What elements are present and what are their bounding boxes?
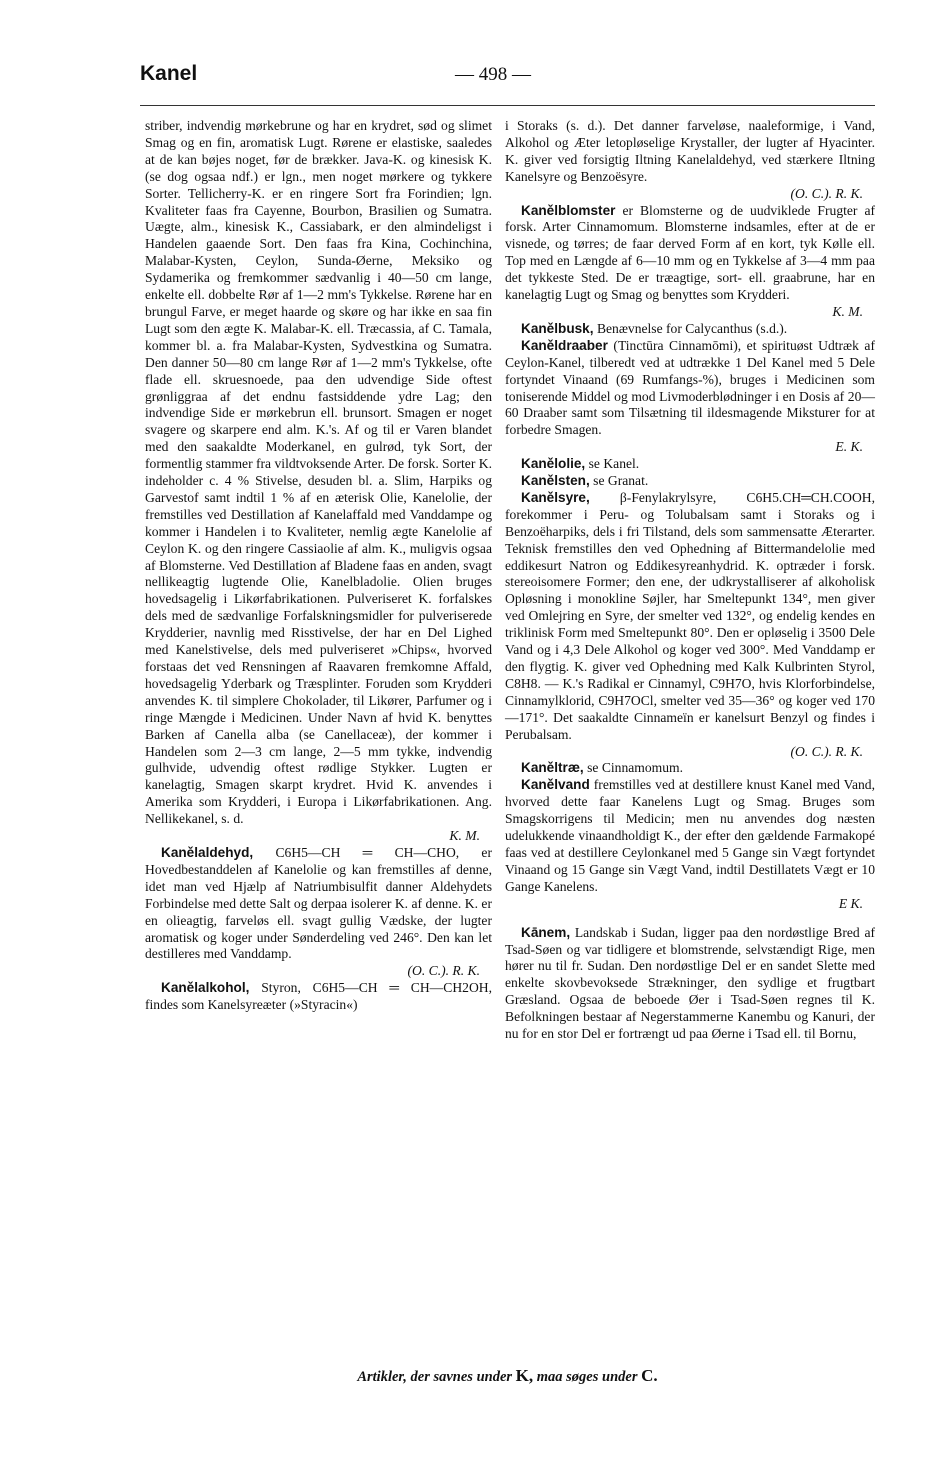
entry-kanelbusk <box>505 321 875 338</box>
right-column <box>505 118 875 1043</box>
entry-kaneltrae <box>505 760 875 777</box>
entry-headword: Kanělblomster <box>521 202 616 218</box>
entry-headword: Kanělaldehyd, <box>161 844 254 860</box>
entry-body: se Kanel. <box>588 456 640 472</box>
entry-body: Landskab i Sudan, ligger paa den nordøstlige Bred af Tsad-Søen og var tidligere et blomstrende, selvstændigt Rige, men hører nu til fr. Sudan. Den nordøstlige Del er en sandet Slette med enkelte skovbevoksede Strækninger, den sydlige et frugtbart Græsland. Ogsaa de beboede Øer i Tsad-Søen regnes til K. Befolkningen bestaar af Negerstammerne Kanembu og Kanuri, der nu for en stor Del er fortrængt ud paa Øerne i Tsad ell. til Bornu, <box>505 924 875 1042</box>
footer-prefix: Artikler, der savnes under <box>357 1369 513 1385</box>
author-signature: E K. <box>838 895 863 911</box>
entry-kanelvand <box>505 777 875 895</box>
entry-headword: Kanělsyre, <box>521 489 590 505</box>
author-signature: (O. C.). R. K. <box>790 185 863 201</box>
entry-headword: Kaněldraaber <box>521 337 608 353</box>
entry-headword: Kanělalkohol, <box>161 980 250 996</box>
entry-kaneldraaber <box>505 338 875 439</box>
footer-letter-k: K, <box>515 1366 534 1385</box>
footer-letter-c: C. <box>641 1366 658 1385</box>
author-signature: (O. C.). R. K. <box>790 743 863 759</box>
author-signature: K. M. <box>449 828 480 844</box>
entry-body: er Blomsterne og de uudviklede Frugter af forsk. Arter Cinnamomum. Blomsterne indsamles, efter at de er visnede, og tørres; de faar derved Form af en kort, tyk Kølle ell. Top med en Længde af 6—10 mm og en Tykkelse af 3—4 mm paa det tykkeste Sted. De er træagtige, sort- ell. graabrune, har en kanelagtig Lugt og Smag og benyttes som Krydderi. <box>505 202 876 303</box>
page-footer-note <box>140 1366 875 1386</box>
entry-headword: Kanělsten, <box>521 473 590 489</box>
running-headword: Kanel <box>140 62 198 85</box>
cassia-continuation: striber, indvendig mørkebrune og har en krydret, sød og slimet Smag og en fin, aromatisk Lugt. Rørene er elastiske, saaledes at de kan bøjes noget, før de brækker. Java-K. og kinesisk K. (se dog ogsaa ndf.) er lgn., men noget mørkere og tykkere Sorter. Tellicherry-K. er en ringere Sort fra Forindien; lgn. Kvaliteter faas fra Cayenne, Bourbon, Brasilien og Sumatra. Uægte, alm., kinesisk K., Cassiabark, er den almindeligst i Handelen gaaende Sort. Den faas fra Kina, Cochinchina, Malabar-Kysten, Ceylon, Sunda-Øerne, Meksiko og Sydamerika og fremkommer sædvanlig i 40—50 cm lange, enkelte ell. dobbelte Rør af 1—2 mm's Tykkelse. Rørene har en brungul Farve, er meget haarde og skøre og har ikke en saa fin Lugt som den ægte K. Malabar-K. ell. Træcassia, af C. Tamala, kommer bl. a. fra Malabar-Kysten, Sydvestkina og Sumatra. Den danner 50—80 cm lange Rør af 1—2 mm's Tykkelse, ofte flade ell. skruesnoede, paa den udvendige Side oftest grønliggraa af det endnu fastsiddende ydre Lag; den indvendige Side er mørkebrun ell. brunsort. Smagen er noget svagere og skarpere end alm. K.'s. Af og til er Varen blandet med den saakaldte Moderkanel, en gulrød, tyk Sort, der formentlig stammer fra vildtvoksende Arter. De forsk. Sorter K. indeholder c. 4 % Stivelse, desuden bl. a. Slim, Harpiks og Garvestof samt indtil 1 % af en æterisk Olie, Kanelolie, der fremstilles ved Destillation af Kanelaffald med Vanddampe og kommer i Handelen i to Kvaliteter, nemlig ægte Kanelolie af Ceylon K. og den ringere Cassiaolie af alm. K., muligvis ogsaa af Blomsterne. Ved Destillation af Bladene faas en anden, svagt nellikeagtig lugtende Olie, Kanelbladolie. Olien bruges hovedsagelig i Likørfabrikationen. Pulveriseret K. forfalskes dels med de sædvanlige Forfalskningsmidler for pulveriserede Krydderier, navnlig med Risstivelse, der har en Del Lighed med Kanelstivelse, dels med pulveriseret »Chips«, hvorved forstaas det ved Rensningen af Raavaren fremkomne Affald, hovedsagelig Yderbark og Træsplinter. Foruden som Krydderi anvendes K. til simplere Chokolader, til Likører, Parfumer og i ringe Mængde i Medicinen. Under Navn af hvid K. benyttes Barken af Canella alba (se Canellaceæ), der kommer i Handelen som 2—3 cm lange, 2—5 mm tykke, indvendig gulhvide, udvendig oftest rødlige Stykker. Lugten er kanelagtig, Smagen skarpt krydret. Hvid K. anvendes i Amerika som Krydderi, i Europa i Likørfabrikationen. Ang. Nellikekanel, s. d. <box>145 118 492 827</box>
page-number: — 498 — <box>455 64 531 85</box>
entry-headword: Kanělvand <box>521 777 590 793</box>
entry-kanem <box>505 925 875 1043</box>
entry-body: C6H5—CH ═ CH—CHO, er Hovedbestanddelen af Kanelolie og kan fremstilles af denne, idet man ved Hjælp af Natriumbisulfit danner Aldehydets Forbindelse med dette Salt og derpaa isolerer K. af denne. K. er en olieagtig, farveløs ell. svagt gullig Vædske, der lugter aromatisk og koger under Sønderdeling ved 246°. Den kan let destilleres med Vanddamp. <box>145 844 492 962</box>
entry-kanelalkohol <box>145 980 492 1014</box>
entry-headword: Kanělolie, <box>521 456 586 472</box>
entry-body: fremstilles ved at destillere knust Kanel med Vand, hvorved dette faar Kanelens Lugt og Smag. Bruges som Smagskorrigens til Medicin; men nu anvendes dog næsten udelukkende vinaandholdigt K., der efter den gældende Farmakopé faas ved at destillere Ceylonkanel med 5 Gange sin Vægt fortyndet Vinaand og 15 Gange sin Vægt Vand, indtil Destillatets Vægt er 10 Gange Kanelens. <box>505 777 875 894</box>
author-signature: K. M. <box>832 303 863 319</box>
entry-body: se Cinnamomum. <box>587 760 684 776</box>
entry-body: (Tinctūra Cinnamōmi), et spirituøst Udtræk af Ceylon-Kanel, tilberedt ved at udtrække 1 Del Kanel med 5 Dele fortyndet Vinaand (69 Rumfangs-%), bruges i Medicinen som toniserende Middel og mod Livmoderblødninger i en Dosis af 20—60 Draaber samt som Tilsætning til ildesmagende Miksturer for at forbedre Smagen. <box>505 337 875 438</box>
entry-body: Benævnelse for Calycanthus (s.d.). <box>596 320 788 336</box>
entry-kanelblomster <box>505 203 875 304</box>
kanelalkohol-continuation: i Storaks (s. d.). Det danner farveløse, naaleformige, i Vand, Alkohol og Æter letopløselige Krystaller, der lugter af Hyacinter. K. giver ved forsigtig Iltning Kanelaldehyd, ved stærkere Iltning Kanelsyre og Benzoësyre. <box>505 118 875 184</box>
entry-kanelsyre <box>505 490 875 744</box>
entry-kanelaldehyd <box>145 845 492 963</box>
entry-body: Styron, C6H5—CH ═ CH—CH2OH, findes som Kanelsyreæter (»Styracin«) <box>145 980 492 1013</box>
entry-headword: Kaněltræ, <box>521 760 584 776</box>
entry-body: β-Fenylakrylsyre, C6H5.CH═CH.COOH, forekommer i Peru- og Tolubalsam samt i Storaks og i Benzoëharpiks, dels i fri Tilstand, dels som sammensatte Æterarter. Teknisk fremstilles den ved Ophedning af Bittermandelolie med eddikesurt Natron og Eddikesyreanhydrid. K. optræder i forsk. stereoisomere Former; den ene, der udkrystalliserer af alkoholisk Opløsning i monokline Søjler, har Smeltepunkt 134°, men giver ved Omlejring en Syre, der smelter ved 132°, og endelig kendes en triklinisk Form med Smeltepunkt 80°. Den er opløselig i 3500 Dele Vand og i 4,3 Dele Alkohol og koger ved 300°. Med Vanddamp er den flygtig. K. giver ved Ophedning med Kalk Kulbrinten Styrol, C8H8. — K.'s Radikal er Cinnamyl, C9H7O, hvis Klorforbindelse, Cinnamylklorid, C9H7OCl, smelter ved 35—36° og koger ved 170—171°. Det saakaldte Cinnameïn er kanelsurt Benzyl og findes i Perubalsam. <box>505 489 875 742</box>
author-signature: (O. C.). R. K. <box>407 963 480 979</box>
entry-kanelsten <box>505 473 875 490</box>
entry-gap <box>505 913 875 925</box>
author-signature: E. K. <box>835 439 863 455</box>
entry-kanelolie <box>505 456 875 473</box>
left-column <box>145 118 492 1014</box>
header-rule <box>140 105 875 106</box>
footer-middle: maa søges under <box>536 1369 638 1385</box>
entry-body: se Granat. <box>593 473 649 489</box>
page-header <box>140 62 875 94</box>
entry-headword: Kānem, <box>521 924 571 940</box>
entry-headword: Kanělbusk, <box>521 320 594 336</box>
